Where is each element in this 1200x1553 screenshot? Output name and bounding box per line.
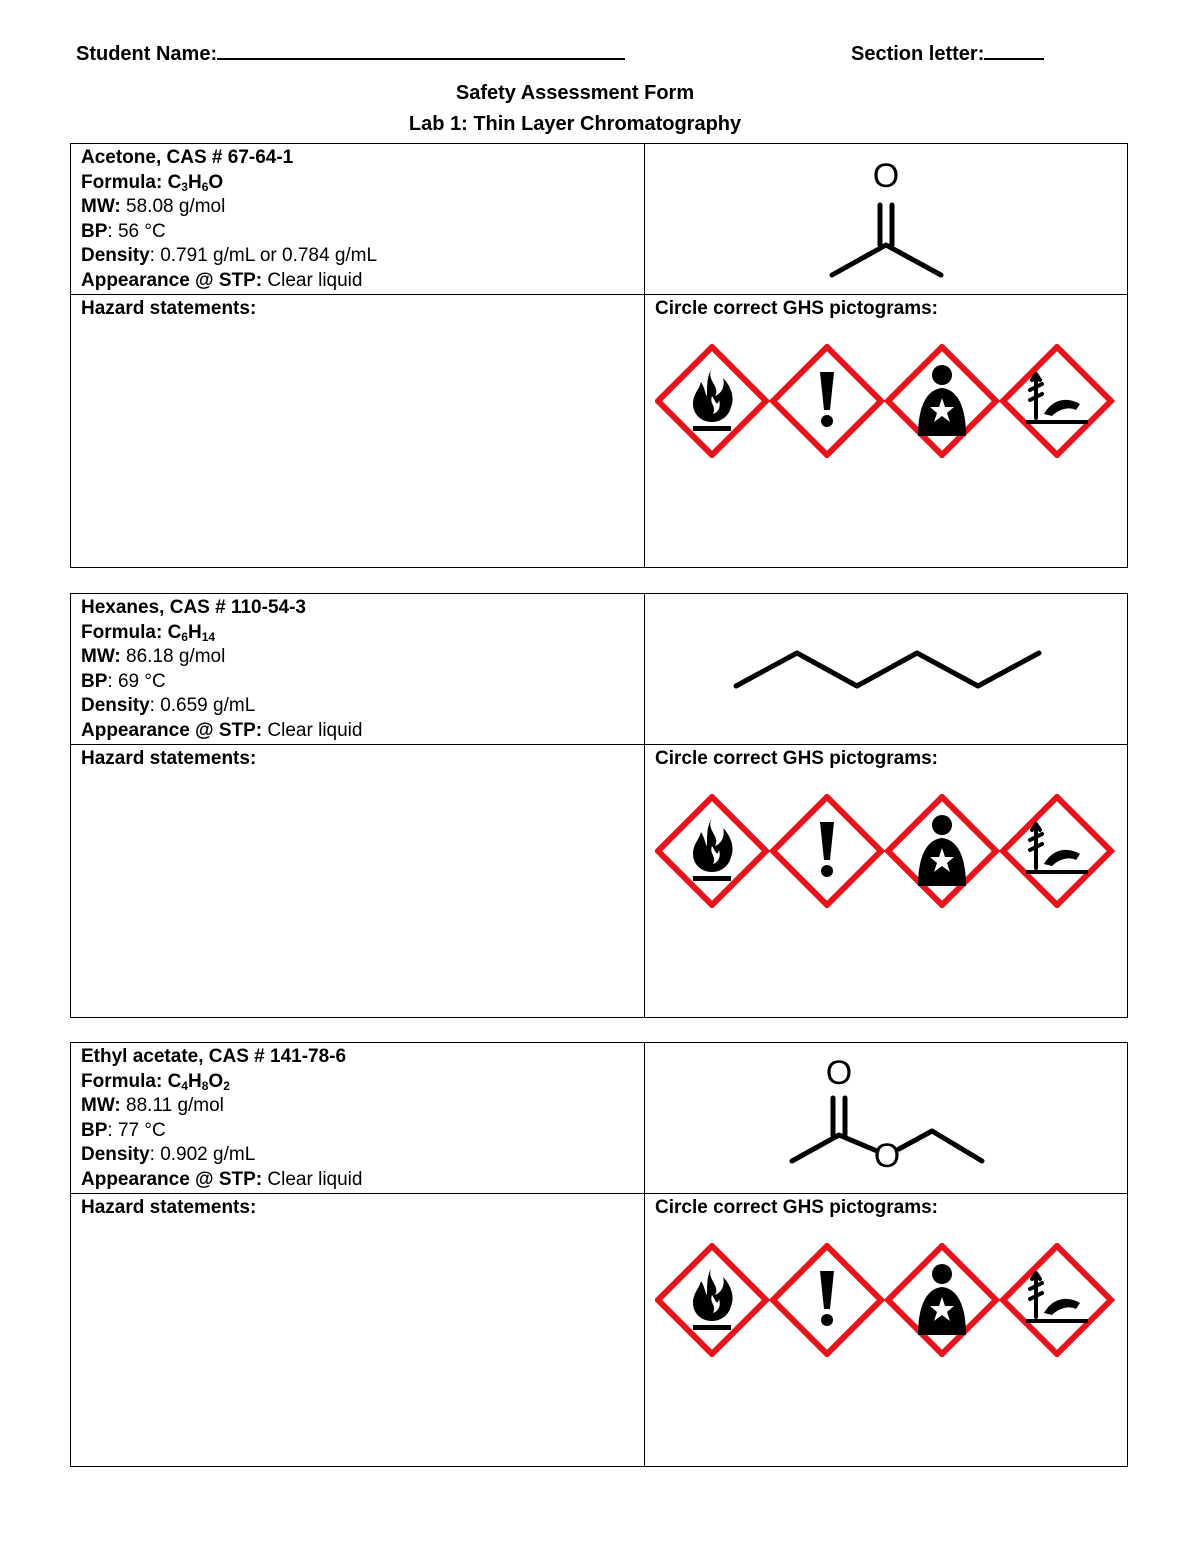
chemical-name-cas: Acetone, CAS # 67-64-1 [81,147,294,168]
flame-icon[interactable] [658,347,766,455]
appearance-label: Appearance @ STP: [81,719,263,741]
form-title: Safety Assessment Form [455,82,695,104]
ghs-pictograms-cell [645,295,1127,567]
flame-icon[interactable] [658,797,766,905]
hazard-statements-cell[interactable] [71,745,645,1017]
formula-part: 14 [201,629,216,644]
section-letter-label: Section letter: [851,43,985,65]
chemical-table-acetone [70,143,1128,568]
formula-part: 6 [201,179,209,194]
flame-base [693,1325,731,1330]
formula-part: C [167,171,182,193]
lab-title: Lab 1: Thin Layer Chromatography [408,113,742,135]
bp-value: 69 °C [117,670,166,692]
student-name-label: Student Name: [76,43,218,65]
formula-part: 8 [201,1078,209,1093]
formula-label: Formula: [81,1070,163,1092]
exclamation-dot [821,415,833,427]
environment-icon[interactable] [1003,1246,1111,1354]
density-label: Density [81,695,150,717]
ester-oxygen-label: O [873,1137,901,1175]
health-hazard-icon[interactable] [888,347,996,455]
structure-cell [645,594,1127,744]
appearance-value: Clear liquid [267,1168,363,1190]
ghs-diamond-border [1003,1246,1111,1354]
chemical-structure [645,1043,1128,1191]
bp-value: 77 °C [117,1119,166,1141]
formula-part: 4 [181,1078,188,1093]
ghs-pictogram-row [655,344,1115,458]
exclamation-dot [821,1314,833,1326]
appearance-value: Clear liquid [267,269,363,291]
ghs-pictogram-row [655,1243,1115,1357]
bp-value: 56 °C [117,220,166,242]
exclamation-dot [821,865,833,877]
student-name-field[interactable] [217,40,625,60]
appearance-label: Appearance @ STP: [81,1168,263,1190]
water-line [1026,870,1088,874]
formula-part: O [208,1070,224,1092]
mw-label: MW: [81,646,121,668]
flame-base [693,426,731,431]
water-line [1026,420,1088,424]
chemical-structure [645,144,1128,292]
head-shape [932,1264,952,1284]
ethyl-chain [899,1131,982,1161]
hazard-statements-cell[interactable] [71,295,645,567]
hazard-statements-label: Hazard statements: [81,1197,257,1218]
head-shape [932,365,952,385]
chemical-properties: Hexanes, CAS # 110-54-3 Formula: $C_6H_{14}$ MW: 86.18 g/mol BP: 69 °C Density: 0.659 g/mL Appearance @ STP: Clear liquid [71,594,645,744]
mw-label: MW: [81,196,121,218]
student-name-row [76,40,625,66]
oxygen-atom-label: O [872,157,900,195]
formula-part: 6 [181,629,188,644]
formula-part: 3 [181,179,188,194]
formula-label: Formula: [81,621,163,643]
formula-value [168,172,224,193]
ghs-diamond-border [1003,347,1111,455]
flame-icon[interactable] [658,1246,766,1354]
density-label: Density [81,1144,150,1166]
formula-part: H [187,621,202,643]
section-letter-field[interactable] [984,40,1044,60]
ghs-pictograms-label: Circle correct GHS pictograms: [655,298,938,319]
structure-cell [645,1043,1127,1193]
formula-value [168,1071,230,1092]
mw-value: 58.08 g/mol [126,196,226,218]
appearance-label: Appearance @ STP: [81,269,263,291]
ghs-pictograms-label: Circle correct GHS pictograms: [655,1197,938,1218]
chemical-name-cas: Ethyl acetate, CAS # 141-78-6 [81,1046,347,1067]
formula-part: H [187,1070,202,1092]
carbon-chain [736,653,1039,686]
formula-part: C [167,1070,182,1092]
appearance-value: Clear liquid [267,719,363,741]
head-shape [932,815,952,835]
carbon-chain [832,245,941,275]
hazard-statements-cell[interactable] [71,1194,645,1466]
section-letter-row [851,40,1044,66]
mw-value: 86.18 g/mol [126,646,226,668]
formula-value [168,622,216,643]
ghs-pictogram-row [655,794,1115,908]
structure-cell [645,144,1127,294]
hazard-statements-label: Hazard statements: [81,748,257,769]
chemical-table-hexanes [70,593,1128,1018]
ghs-pictograms-label: Circle correct GHS pictograms: [655,748,938,769]
exclamation-mark-icon[interactable] [773,797,881,905]
bp-label: BP [81,1119,108,1141]
chemical-table-ethyl-acetate [70,1042,1128,1467]
density-value: 0.791 g/mL or 0.784 g/mL [160,245,378,267]
chemical-structure [645,594,1128,742]
mw-value: 88.11 g/mol [126,1095,224,1117]
density-value: 0.902 g/mL [160,1144,256,1166]
ghs-diamond-border [1003,797,1111,905]
exclamation-mark-icon[interactable] [773,347,881,455]
bp-label: BP [81,670,108,692]
formula-label: Formula: [81,171,163,193]
mw-label: MW: [81,1095,121,1117]
bp-label: BP [81,220,108,242]
carbonyl-oxygen-label: O [825,1054,853,1092]
density-label: Density [81,245,150,267]
water-line [1026,1319,1088,1323]
ghs-pictograms-cell [645,1194,1127,1466]
formula-part: O [208,171,224,193]
formula-part: C [167,621,182,643]
chemical-properties: Ethyl acetate, CAS # 141-78-6 Formula: $C_4H_8O_2$ MW: 88.11 g/mol BP: 77 °C Density: 0.902 g/mL Appearance @ STP: Clear liquid [71,1043,645,1193]
flame-base [693,876,731,881]
acetyl-chain [792,1135,877,1161]
environment-icon[interactable] [1003,797,1111,905]
hazard-statements-label: Hazard statements: [81,298,257,319]
formula-part: 2 [223,1078,230,1093]
environment-icon[interactable] [1003,347,1111,455]
exclamation-mark-icon[interactable] [773,1246,881,1354]
ghs-pictograms-cell [645,745,1127,1017]
chemical-name-cas: Hexanes, CAS # 110-54-3 [81,597,306,618]
health-hazard-icon[interactable] [888,797,996,905]
density-value: 0.659 g/mL [160,695,256,717]
chemical-properties: Acetone, CAS # 67-64-1 Formula: $C_3H_6O$ MW: 58.08 g/mol BP: 56 °C Density: 0.791 g/mL or 0.784 g/mL Appearance @ STP: Clear liquid [71,144,645,294]
health-hazard-icon[interactable] [888,1246,996,1354]
formula-part: H [187,171,202,193]
